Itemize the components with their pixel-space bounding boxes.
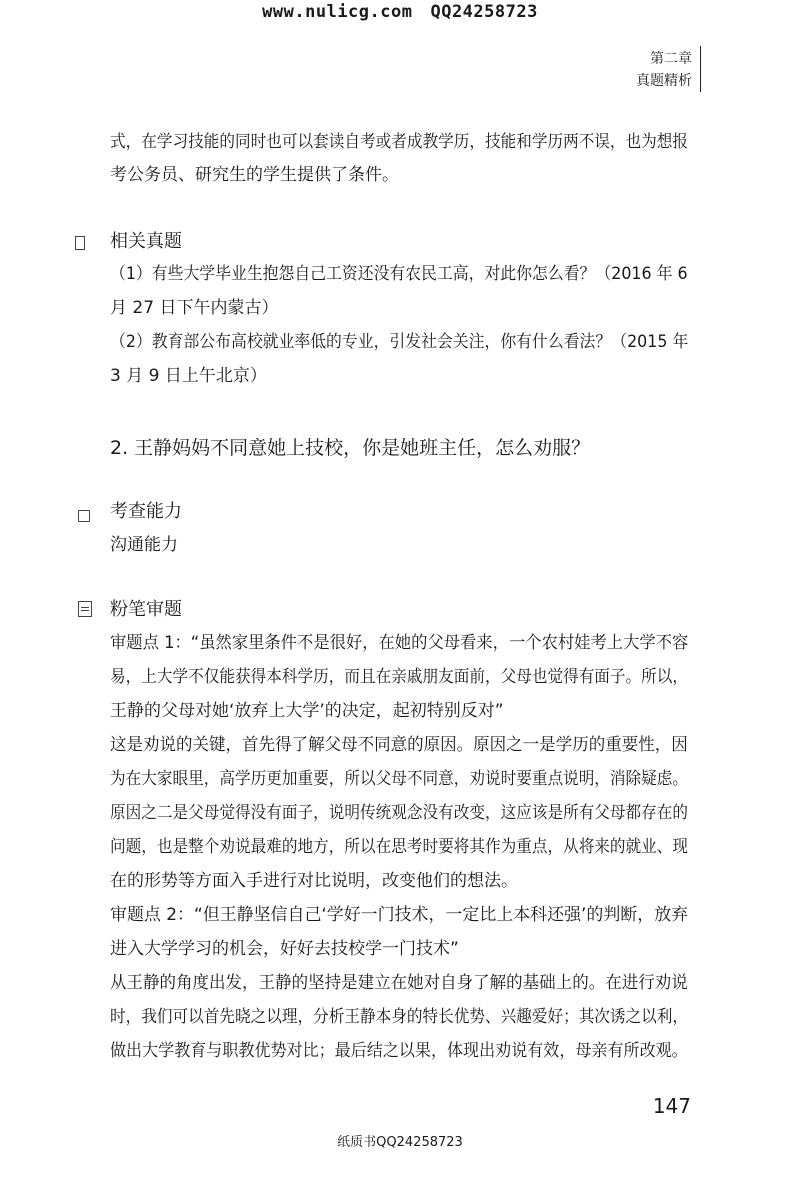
top-watermark <box>0 2 800 22</box>
body-line: （2）教育部公布高校就业率低的专业，引发社会关注，你有什么看法？（2015 年 <box>110 332 689 352</box>
body-line: 考公务员、研究生的学生提供了条件。 <box>110 165 399 185</box>
body-line: 做出大学教育与职教优势对比；最后结之以果，体现出劝说有效，母亲有所改观。 <box>110 1041 688 1061</box>
body-line: 在的形势等方面入手进行对比说明，改变他们的想法。 <box>110 871 518 891</box>
body-line: 进入大学学习的机会，好好去技校学一门技术” <box>110 939 459 959</box>
body-line: 审题点 2：“但王静坚信自己‘学好一门技术，一定比上本科还强’的判断，放弃 <box>110 905 689 925</box>
body-line: （1）有些大学毕业生抱怨自己工资还没有农民工高，对此你怎么看？（2016 年 6 <box>110 264 688 284</box>
body-line: 从王静的角度出发，王静的坚持是建立在她对自身了解的基础上的。在进行劝说 <box>110 973 688 993</box>
related-heading: 相关真题 <box>110 231 182 252</box>
ability-heading: 考查能力 <box>110 501 182 522</box>
document-icon <box>78 598 92 617</box>
body-line: 王静的父母对她‘放弃上大学’的决定，起初特别反对” <box>110 701 504 721</box>
body-line: 原因之二是父母觉得没有面子，说明传统观念没有改变，这应该是所有父母都存在的 <box>110 803 689 823</box>
body-line: 为在大家眼里，高学历更加重要，所以父母不同意，劝说时要重点说明，消除疑虑。 <box>110 769 689 789</box>
ability-value: 沟通能力 <box>110 535 178 555</box>
body-line: 3 月 9 日上午北京） <box>110 366 267 386</box>
analysis-heading: 粉笔审题 <box>110 599 182 620</box>
notes-icon <box>75 232 85 251</box>
bottom-watermark: 纸质书QQ24258723 <box>337 1135 463 1150</box>
body-line: 式，在学习技能的同时也可以套读自考或者成教学历，技能和学历两不误，也为想报 <box>110 132 689 152</box>
body-line: 问题，也是整个劝说最难的地方，所以在思考时要将其作为重点，从将来的就业、现 <box>110 837 689 857</box>
watermark-site: www.nulicg.com <box>262 2 413 22</box>
body-line: 月 27 日下午内蒙古） <box>110 298 279 318</box>
chapter-label: 第二章 <box>650 51 692 67</box>
header-divider <box>700 46 701 92</box>
body-line: 时，我们可以首先晓之以理，分析王静本身的特长优势、兴趣爱好；其次诱之以利， <box>110 1007 689 1027</box>
body-line: 易，上大学不仅能获得本科学历，而且在亲戚朋友面前，父母也觉得有面子。所以， <box>110 667 689 687</box>
square-icon <box>78 505 90 524</box>
page-number: 147 <box>652 1094 691 1118</box>
watermark-qq: QQ24258723 <box>430 2 538 22</box>
body-line: 审题点 1：“虽然家里条件不是很好，在她的父母看来，一个农村娃考上大学不容 <box>110 633 689 653</box>
running-header <box>636 48 692 92</box>
body-line: 这是劝说的关键，首先得了解父母不同意的原因。原因之一是学历的重要性，因 <box>110 735 688 755</box>
section-label: 真题精析 <box>636 73 692 89</box>
question-title: 2. 王静妈妈不同意她上技校，你是她班主任，怎么劝服？ <box>110 437 591 459</box>
